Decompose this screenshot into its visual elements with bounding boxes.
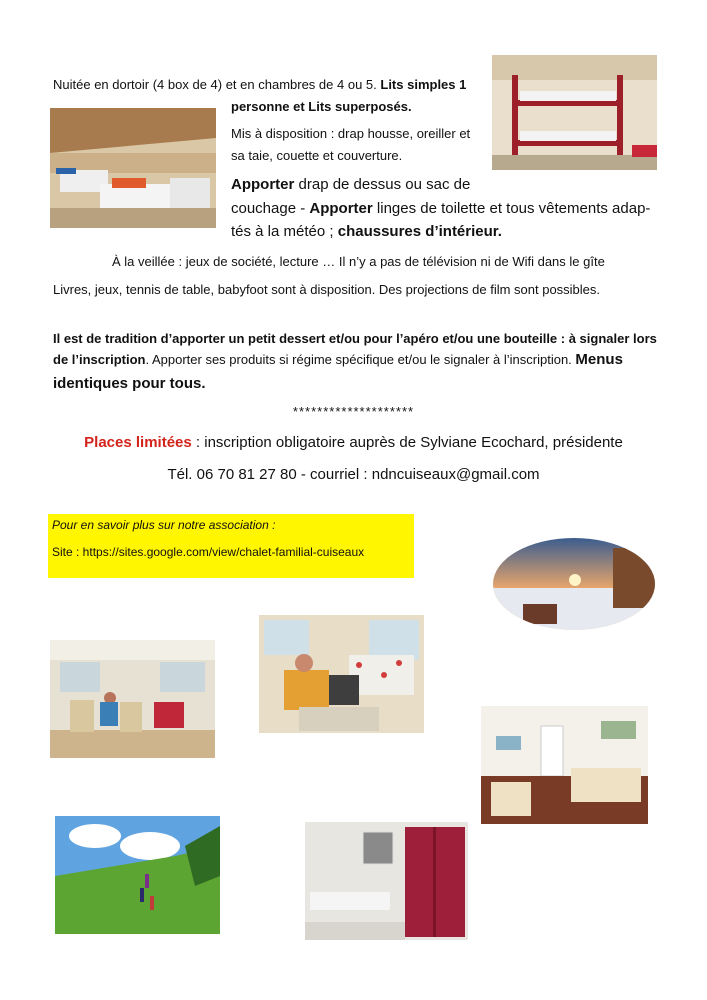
intro-bold-2: personne et Lits superposés. — [231, 99, 412, 114]
intro-bold-1: Lits simples 1 — [380, 77, 467, 92]
tradition-bold-2: de l’inscription — [53, 352, 146, 367]
menus-word: Menus — [575, 351, 623, 368]
people-playing-games-photo — [259, 615, 424, 733]
apporter-line1 — [231, 172, 470, 198]
places-line — [0, 430, 707, 456]
apporter-text-2: couchage - — [231, 200, 310, 217]
apporter-line3 — [231, 219, 502, 245]
apporter-text-1: drap de dessus ou sac de — [294, 176, 471, 193]
hiking-meadow-photo — [55, 816, 220, 934]
association-box — [48, 514, 414, 578]
tradition-line3 — [53, 372, 206, 396]
dormitory-room-photo — [50, 108, 216, 228]
association-site-link[interactable]: Site : https://sites.google.com/view/chalet-familial-cuiseaux — [52, 545, 365, 559]
tradition-line1 — [53, 326, 657, 351]
apporter-text-3: linges de toilette et tous vêtements adap- — [372, 200, 651, 217]
apporter-word-1: Apporter — [231, 176, 295, 193]
apporter-word-2: Apporter — [309, 200, 373, 217]
tradition-line2 — [53, 349, 623, 371]
association-heading: Pour en savoir plus sur notre association : — [52, 518, 276, 532]
mis-disposition-1: Mis à disposition : drap housse, oreiller et — [231, 126, 471, 141]
stars-divider: ******************** — [292, 404, 415, 419]
apporter-word-3: chaussures d’intérieur. — [337, 223, 502, 240]
apporter-text-4: tés à la météo ; — [231, 223, 338, 240]
washroom-photo — [305, 822, 468, 940]
mis-disposition-2: sa taie, couette et couverture. — [231, 148, 403, 163]
tradition-bold-1: Il est de tradition d’apporter un petit dessert et/ou pour l’apéro et/ou une bouteille : à signaler lors — [53, 331, 657, 346]
tradition-plain: . Apporter ses produits si régime spécifique et/ou le signaler à l’inscription. — [145, 352, 576, 367]
veillee-text: À la veillée : jeux de société, lecture … Il n’y a pas de télévision ni de Wifi dans le gîte — [112, 254, 605, 269]
bunk-beds-photo — [492, 55, 657, 170]
intro-line2 — [231, 94, 412, 119]
places-text: : inscription obligatoire auprès de Sylviane Ecochard, présidente — [191, 434, 623, 451]
sunset-snow-photo — [493, 538, 655, 630]
menus-identiques: identiques pour tous. — [53, 375, 206, 392]
lounge-sofas-photo — [481, 706, 648, 824]
intro-plain: Nuitée en dortoir (4 box de 4) et en chambres de 4 ou 5. — [53, 77, 377, 92]
group-room-photo — [50, 640, 215, 758]
contact-line: Tél. 06 70 81 27 80 - courriel : ndncuiseaux@gmail.com — [167, 466, 540, 483]
livres-text: Livres, jeux, tennis de table, babyfoot sont à disposition. Des projections de film sont possibles. — [53, 282, 601, 297]
places-limitees: Places limitées — [84, 434, 192, 451]
